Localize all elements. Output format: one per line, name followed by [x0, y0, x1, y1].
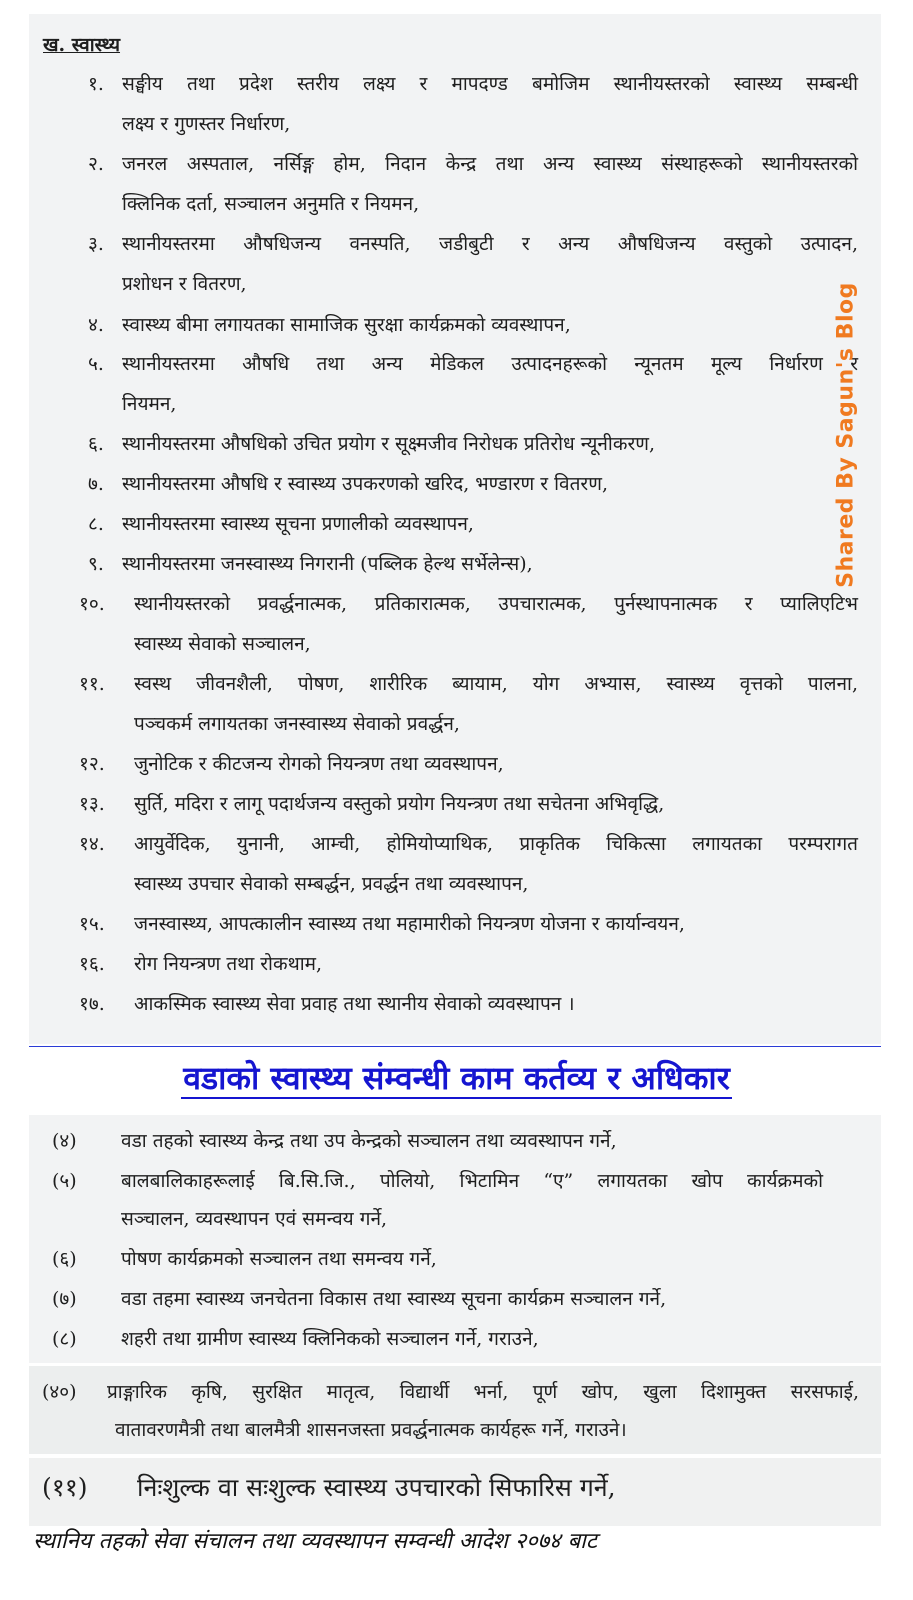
item-line-2: पञ्चकर्म लगायतका जनस्वास्थ्य सेवाको प्रवर्द्धन,	[134, 713, 460, 735]
item-number: १०.	[79, 593, 105, 615]
item-line-1: स्थानीयस्तरमा औषधिजन्य वनस्पति, जडीबुटी र अन्य औषधिजन्य वस्तुको उत्पादन,	[122, 233, 858, 255]
item-line-1: स्थानीयस्तरको प्रवर्द्धनात्मक, प्रतिकारात्मक, उपचारात्मक, पुर्नस्थापनात्मक र प्यालिएटिभ	[134, 593, 858, 615]
list-item	[0, 670, 880, 750]
item-line-2: वातावरणमैत्री तथा बालमैत्री शासनजस्ता प्रवर्द्धनात्मक कार्यहरू गर्ने, गराउने।	[115, 1419, 627, 1441]
item-line-1: स्थानीयस्तरमा औषधि तथा अन्य मेडिकल उत्पादनहरूको न्यूनतम मूल्य निर्धारण र	[122, 353, 858, 375]
item-line-1: निःशुल्क वा सःशुल्क स्वास्थ्य उपचारको सिफारिस गर्ने,	[137, 1473, 616, 1502]
item-line-1: स्थानीयस्तरमा स्वास्थ्य सूचना प्रणालीको व्यवस्थापन,	[122, 513, 474, 535]
item-line-1: रोग नियन्त्रण तथा रोकथाम,	[134, 953, 323, 975]
list-item	[0, 590, 880, 670]
item-line-1: आयुर्वेदिक, युनानी, आम्ची, होमियोप्याथिक, प्राकृतिक चिकित्सा लगायतका परम्परागत	[134, 833, 858, 855]
item-line-2: प्रशोधन र वितरण,	[122, 273, 247, 295]
item-number: १४.	[79, 833, 105, 855]
item-number: ७.	[88, 473, 104, 495]
item-number: ११.	[79, 673, 105, 695]
item-number: १३.	[79, 793, 105, 815]
item-line-1: वडा तहको स्वास्थ्य केन्द्र तथा उप केन्द्रको सञ्चालन तथा व्यवस्थापन गर्ने,	[121, 1130, 617, 1152]
item-number: ६.	[88, 433, 104, 455]
watermark: Shared By Sagun's Blog	[833, 282, 859, 588]
item-number: १.	[88, 73, 104, 95]
list-item	[0, 150, 880, 230]
item-number: ८.	[88, 513, 104, 535]
item-line-1: जुनोटिक र कीटजन्य रोगको नियन्त्रण तथा व्यवस्थापन,	[134, 753, 504, 775]
item-line-1: वडा तहमा स्वास्थ्य जनचेतना विकास तथा स्वास्थ्य सूचना कार्यक्रम सञ्चालन गर्ने,	[121, 1288, 667, 1310]
item-number: १६.	[79, 953, 105, 975]
list-item	[0, 70, 880, 150]
divider	[29, 1046, 881, 1047]
ward-title: वडाको स्वास्थ्य संम्वन्धी काम कर्तव्य र अधिकार	[183, 1059, 730, 1097]
item-number: (४)	[52, 1130, 77, 1152]
item-line-2: नियमन,	[122, 393, 177, 415]
item-line-1: शहरी तथा ग्रामीण स्वास्थ्य क्लिनिकको सञ्चालन गर्ने, गराउने,	[121, 1328, 539, 1350]
list-item	[0, 230, 880, 310]
item-number: (८)	[52, 1328, 77, 1350]
item-line-2: स्वास्थ्य सेवाको सञ्चालन,	[134, 633, 311, 655]
item-line-2: सञ्चालन, व्यवस्थापन एवं समन्वय गर्ने,	[121, 1208, 388, 1230]
item-line-2: स्वास्थ्य उपचार सेवाको सम्बर्द्धन, प्रवर्द्धन तथा व्यवस्थापन,	[134, 873, 529, 895]
list-item	[0, 1167, 880, 1247]
item-number: १७.	[79, 993, 105, 1015]
item-line-1: जनस्वास्थ्य, आपत्कालीन स्वास्थ्य तथा महामारीको नियन्त्रण योजना र कार्यान्वयन,	[134, 913, 685, 935]
item-number: १५.	[79, 913, 105, 935]
item-line-1: पोषण कार्यक्रमको सञ्चालन तथा समन्वय गर्ने,	[121, 1248, 437, 1270]
item-number: २.	[88, 153, 104, 175]
item-number: ९.	[88, 553, 104, 575]
item-line-1: स्थानीयस्तरमा औषधिको उचित प्रयोग र सूक्ष्मजीव निरोधक प्रतिरोध न्यूनीकरण,	[122, 433, 655, 455]
item-number: ५.	[88, 353, 104, 375]
item-line-2: क्लिनिक दर्ता, सञ्चालन अनुमति र नियमन,	[122, 193, 420, 215]
item-number: (११)	[42, 1473, 88, 1502]
source-caption: स्थानिय तहको सेवा संचालन तथा व्यवस्थापन सम्वन्धी आदेश २०७४ बाट	[33, 1529, 597, 1554]
item-number: १२.	[79, 753, 105, 775]
list-item	[0, 830, 880, 910]
item-line-1: जनरल अस्पताल, नर्सिङ्ग होम, निदान केन्द्र तथा अन्य स्वास्थ्य संस्थाहरूको स्थानीयस्तरको	[122, 153, 858, 175]
list-item	[0, 350, 880, 430]
item-number: (७)	[52, 1288, 77, 1310]
item-line-1: सुर्ति, मदिरा र लागू पदार्थजन्य वस्तुको प्रयोग नियन्त्रण तथा सचेतना अभिवृद्धि,	[134, 793, 665, 815]
item-line-1: स्वास्थ्य बीमा लगायतका सामाजिक सुरक्षा कार्यक्रमको व्यवस्थापन,	[122, 314, 571, 336]
item-number: (५)	[52, 1170, 77, 1192]
item-line-1: सङ्घीय तथा प्रदेश स्तरीय लक्ष्य र मापदण्ड बमोजिम स्थानीयस्तरको स्वास्थ्य सम्बन्धी	[122, 73, 858, 95]
section-c-item	[0, 1378, 880, 1458]
item-line-1: स्थानीयस्तरमा जनस्वास्थ्य निगरानी (पब्लिक हेल्थ सर्भेलेन्स),	[122, 553, 533, 575]
item-line-1: बालबालिकाहरूलाई बि.सि.जि., पोलियो, भिटामिन “ए” लगायतका खोप कार्यक्रमको	[121, 1170, 823, 1192]
item-line-1: स्वस्थ जीवनशैली, पोषण, शारीरिक ब्यायाम, योग अभ्यास, स्वास्थ्य वृत्तको पालना,	[134, 673, 858, 695]
item-line-2: लक्ष्य र गुणस्तर निर्धारण,	[122, 113, 291, 135]
item-number: (४०)	[42, 1381, 77, 1403]
item-line-1: स्थानीयस्तरमा औषधि र स्वास्थ्य उपकरणको खरिद, भण्डारण र वितरण,	[122, 473, 608, 495]
section-a-heading: ख. स्वास्थ्य	[43, 34, 121, 56]
item-number: ४.	[88, 314, 104, 336]
item-line-1: प्राङ्गारिक कृषि, सुरक्षित मातृत्व, विद्यार्थी भर्ना, पूर्ण खोप, खुला दिशामुक्त सरसफाई,	[107, 1381, 859, 1403]
item-number: (६)	[52, 1248, 77, 1270]
item-number: ३.	[88, 233, 104, 255]
item-line-1: आकस्मिक स्वास्थ्य सेवा प्रवाह तथा स्थानीय सेवाको व्यवस्थापन ।	[134, 993, 575, 1015]
